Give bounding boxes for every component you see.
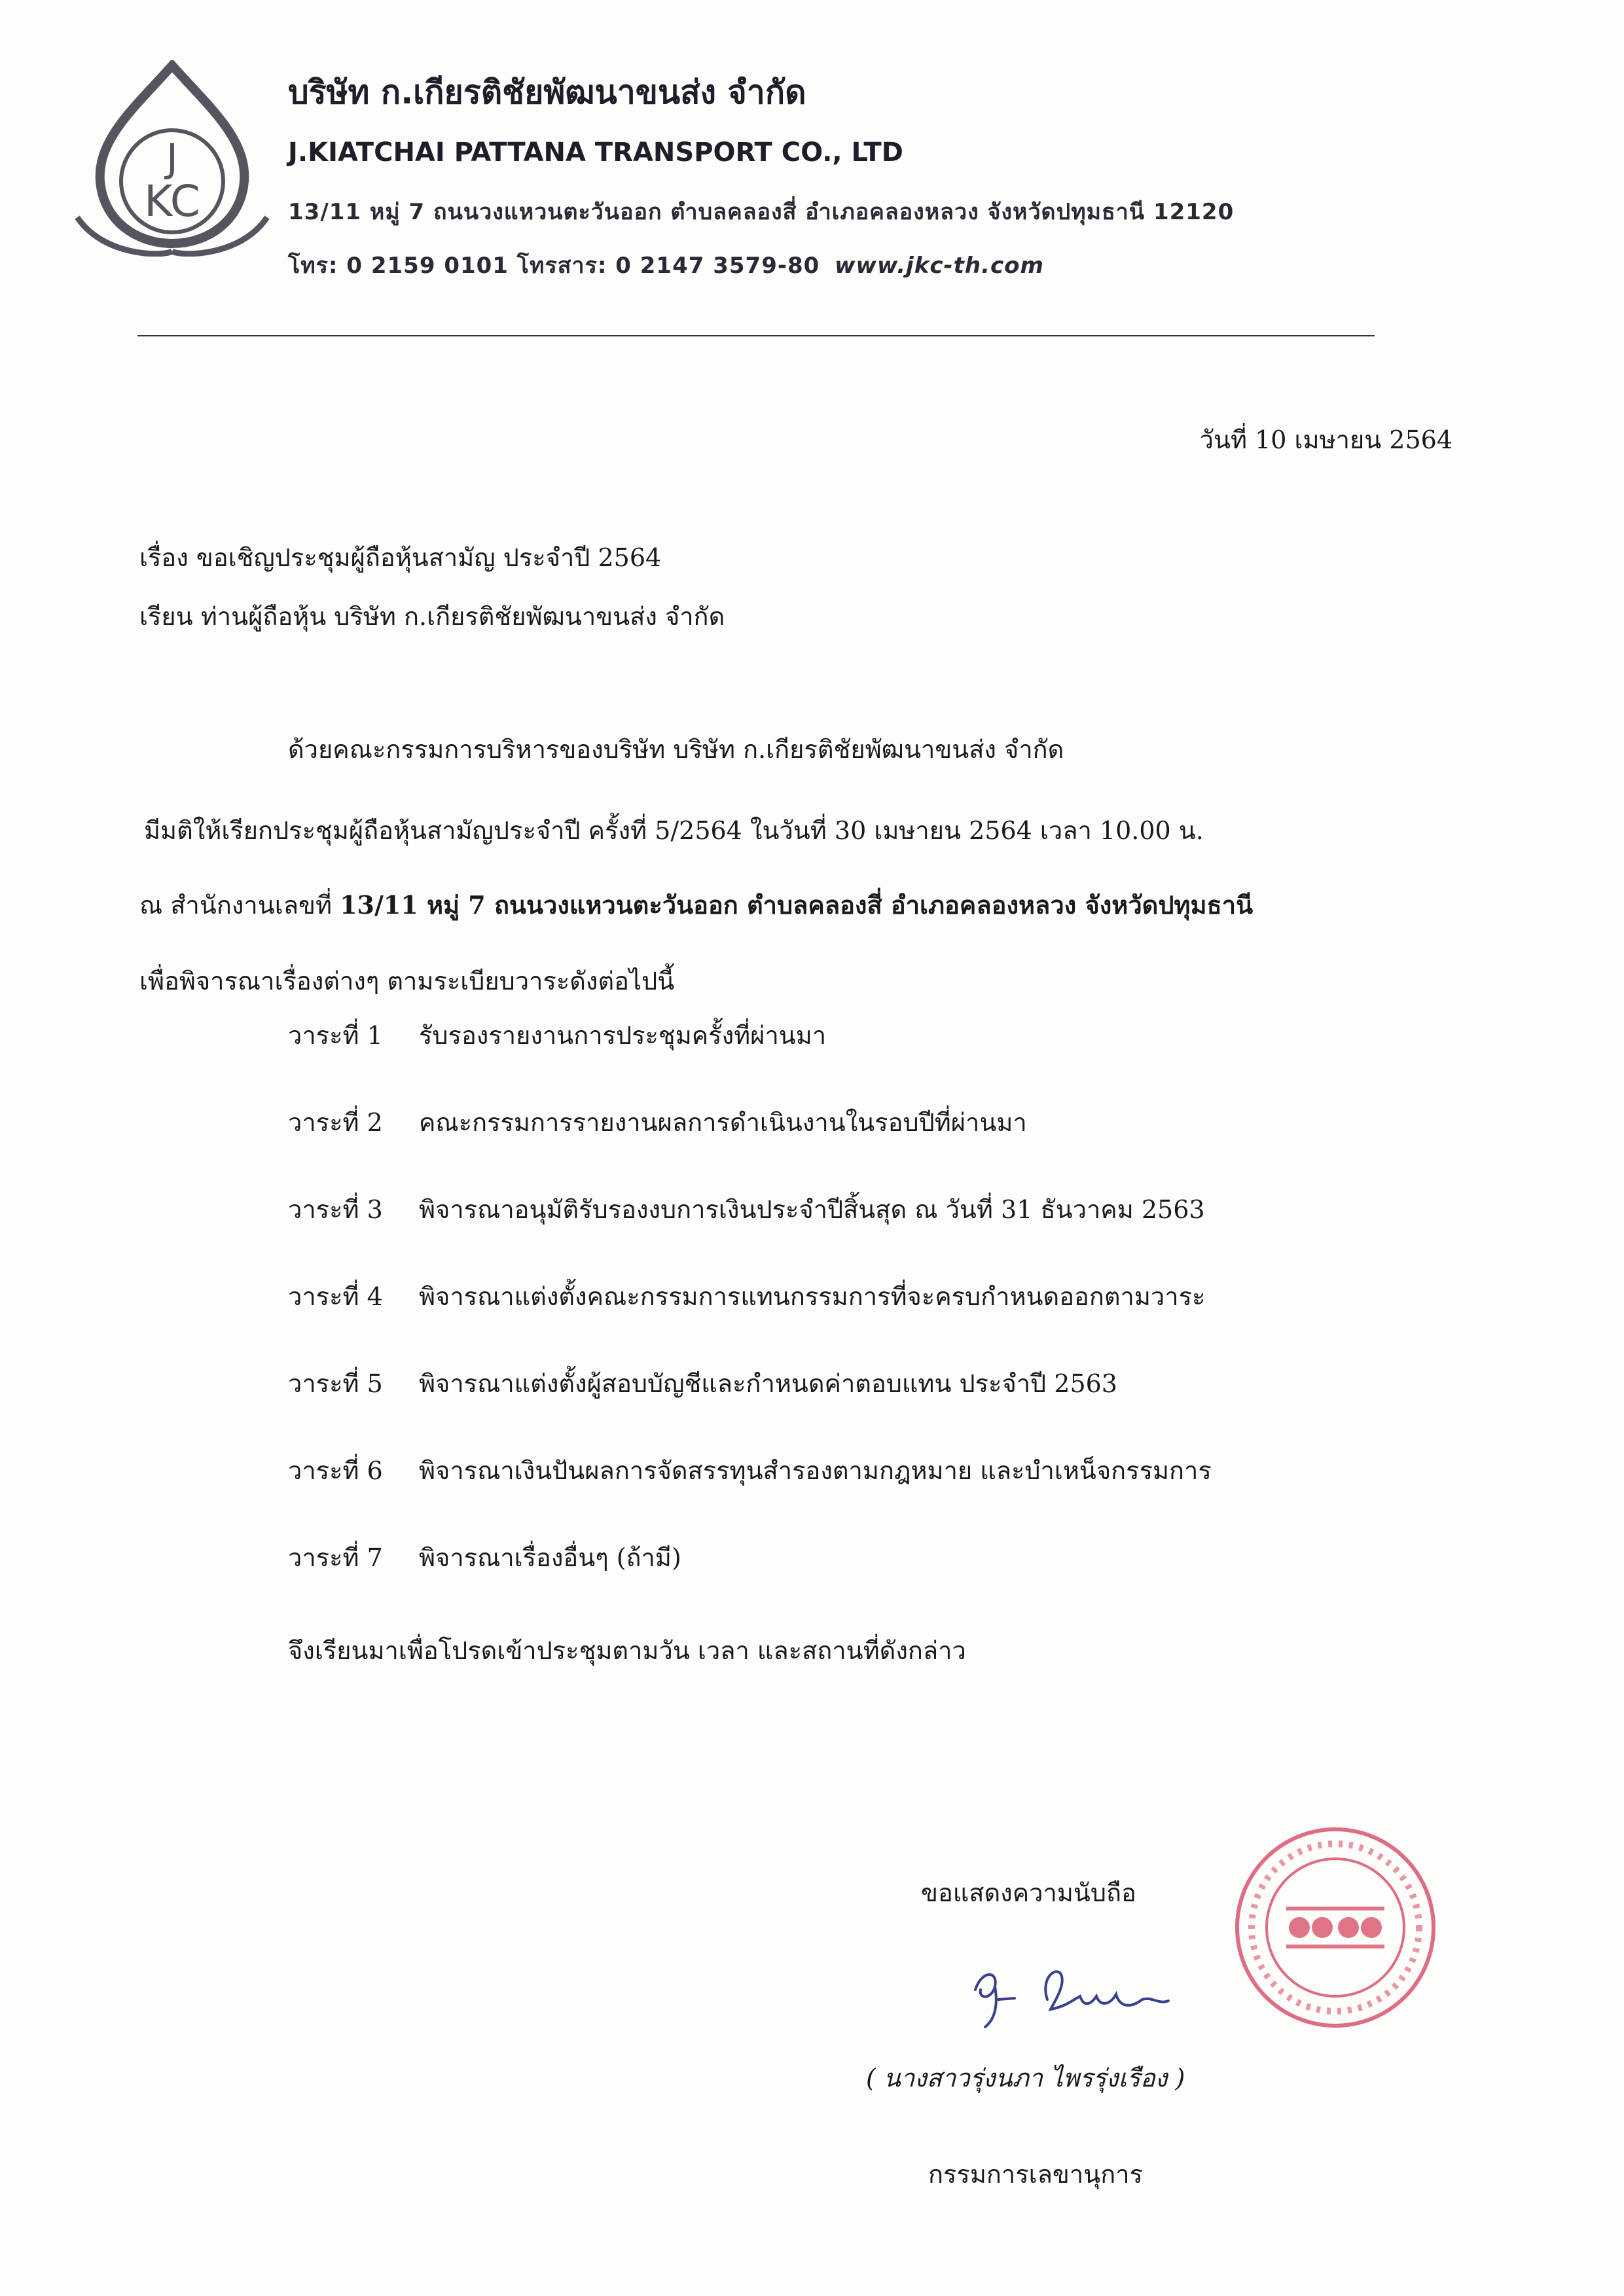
agenda-text: พิจารณาเงินปันผลการจัดสรรทุนสำรองตามกฎหมาย และบำเหน็จกรรมการ [419, 1456, 1212, 1485]
agenda-text: คณะกรรมการรายงานผลการดำเนินงานในรอบปีที่ผ่านมา [419, 1108, 1027, 1137]
agenda-text: รับรองรายงานการประชุมครั้งที่ผ่านมา [419, 1021, 827, 1050]
company-contact [288, 247, 1044, 283]
signer-position: กรรมการเลขานุการ [928, 2160, 1143, 2189]
phone-fax: โทร: 0 2159 0101 โทรสาร: 0 2147 3579-80 [288, 253, 820, 279]
company-website: www.jkc-th.com [835, 253, 1044, 279]
agenda-text: พิจารณาแต่งตั้งผู้สอบบัญชีและกำหนดค่าตอบแทน ประจำปี 2563 [419, 1369, 1117, 1398]
company-address: 13/11 หมู่ 7 ถนนวงแหวนตะวันออก ตำบลคลองสี่ อำเภอคลองหลวง จังหวัดปทุมธานี 12120 [288, 199, 1235, 225]
closing-sentence: จึงเรียนมาเพื่อโปรดเข้าประชุมตามวัน เวลา และสถานที่ดังกล่าว [288, 1636, 966, 1665]
company-name-thai: บริษัท ก.เกียรติชัยพัฒนาขนส่ง จำกัด [288, 73, 806, 111]
signer-name: ( นางสาวรุ่งนภา ไพรรุ่งเรือง ) [866, 2064, 1185, 2092]
header-divider [137, 335, 1375, 336]
body-paragraph-3 [139, 890, 1253, 921]
letter-date: วันที่ 10 เมษายน 2564 [1199, 425, 1453, 454]
body-paragraph-4: เพื่อพิจารณาเรื่องต่างๆ ตามระเบียบวาระดังต่อไปนี้ [139, 967, 675, 996]
agenda-text: พิจารณาอนุมัติรับรองงบการเงินประจำปีสิ้นสุด ณ วันที่ 31 ธันวาคม 2563 [419, 1195, 1205, 1224]
agenda-number: วาระที่ 6 [288, 1456, 383, 1485]
company-name-english: J.KIATCHAI PATTANA TRANSPORT CO., LTD [288, 137, 903, 168]
body-paragraph-1: ด้วยคณะกรรมการบริหารของบริษัท บริษัท ก.เกียรติชัยพัฒนาขนส่ง จำกัด [288, 735, 1064, 764]
letter-subject: เรื่อง ขอเชิญประชุมผู้ถือหุ้นสามัญ ประจำปี 2564 [139, 543, 662, 572]
letter-recipient: เรียน ท่านผู้ถือหุ้น บริษัท ก.เกียรติชัยพัฒนาขนส่ง จำกัด [139, 602, 725, 631]
agenda-number: วาระที่ 4 [288, 1282, 383, 1311]
logo-letters-kc: KC [144, 176, 200, 226]
agenda-text: พิจารณาเรื่องอื่นๆ (ถ้ามี) [419, 1543, 681, 1572]
agenda-text: พิจารณาแต่งตั้งคณะกรรมการแทนกรรมการที่จะครบกำหนดออกตามวาระ [419, 1282, 1206, 1311]
agenda-number: วาระที่ 5 [288, 1369, 383, 1398]
logo-letter-j: J [166, 135, 178, 181]
regards-text: ขอแสดงความนับถือ [921, 1878, 1136, 1907]
body-paragraph-2: มีมติให้เรียกประชุมผู้ถือหุ้นสามัญประจำปี ครั้งที่ 5/2564 ในวันที่ 30 เมษายน 2564 เวลา 10.00 น. [144, 816, 1204, 845]
office-address: 13/11 หมู่ 7 ถนนวงแหวนตะวันออก ตำบลคลองสี่ อำเภอคลองหลวง จังหวัดปทุมธานี [340, 890, 1254, 920]
agenda-number: วาระที่ 2 [288, 1108, 383, 1137]
agenda-number: วาระที่ 1 [288, 1021, 383, 1050]
agenda-number: วาระที่ 7 [288, 1543, 383, 1572]
company-logo [71, 60, 274, 257]
agenda-number: วาระที่ 3 [288, 1195, 383, 1224]
company-seal-stamp [1231, 1823, 1440, 2032]
office-prefix: ณ สำนักงานเลขที่ [139, 891, 340, 920]
handwritten-signature [962, 1954, 1178, 2032]
